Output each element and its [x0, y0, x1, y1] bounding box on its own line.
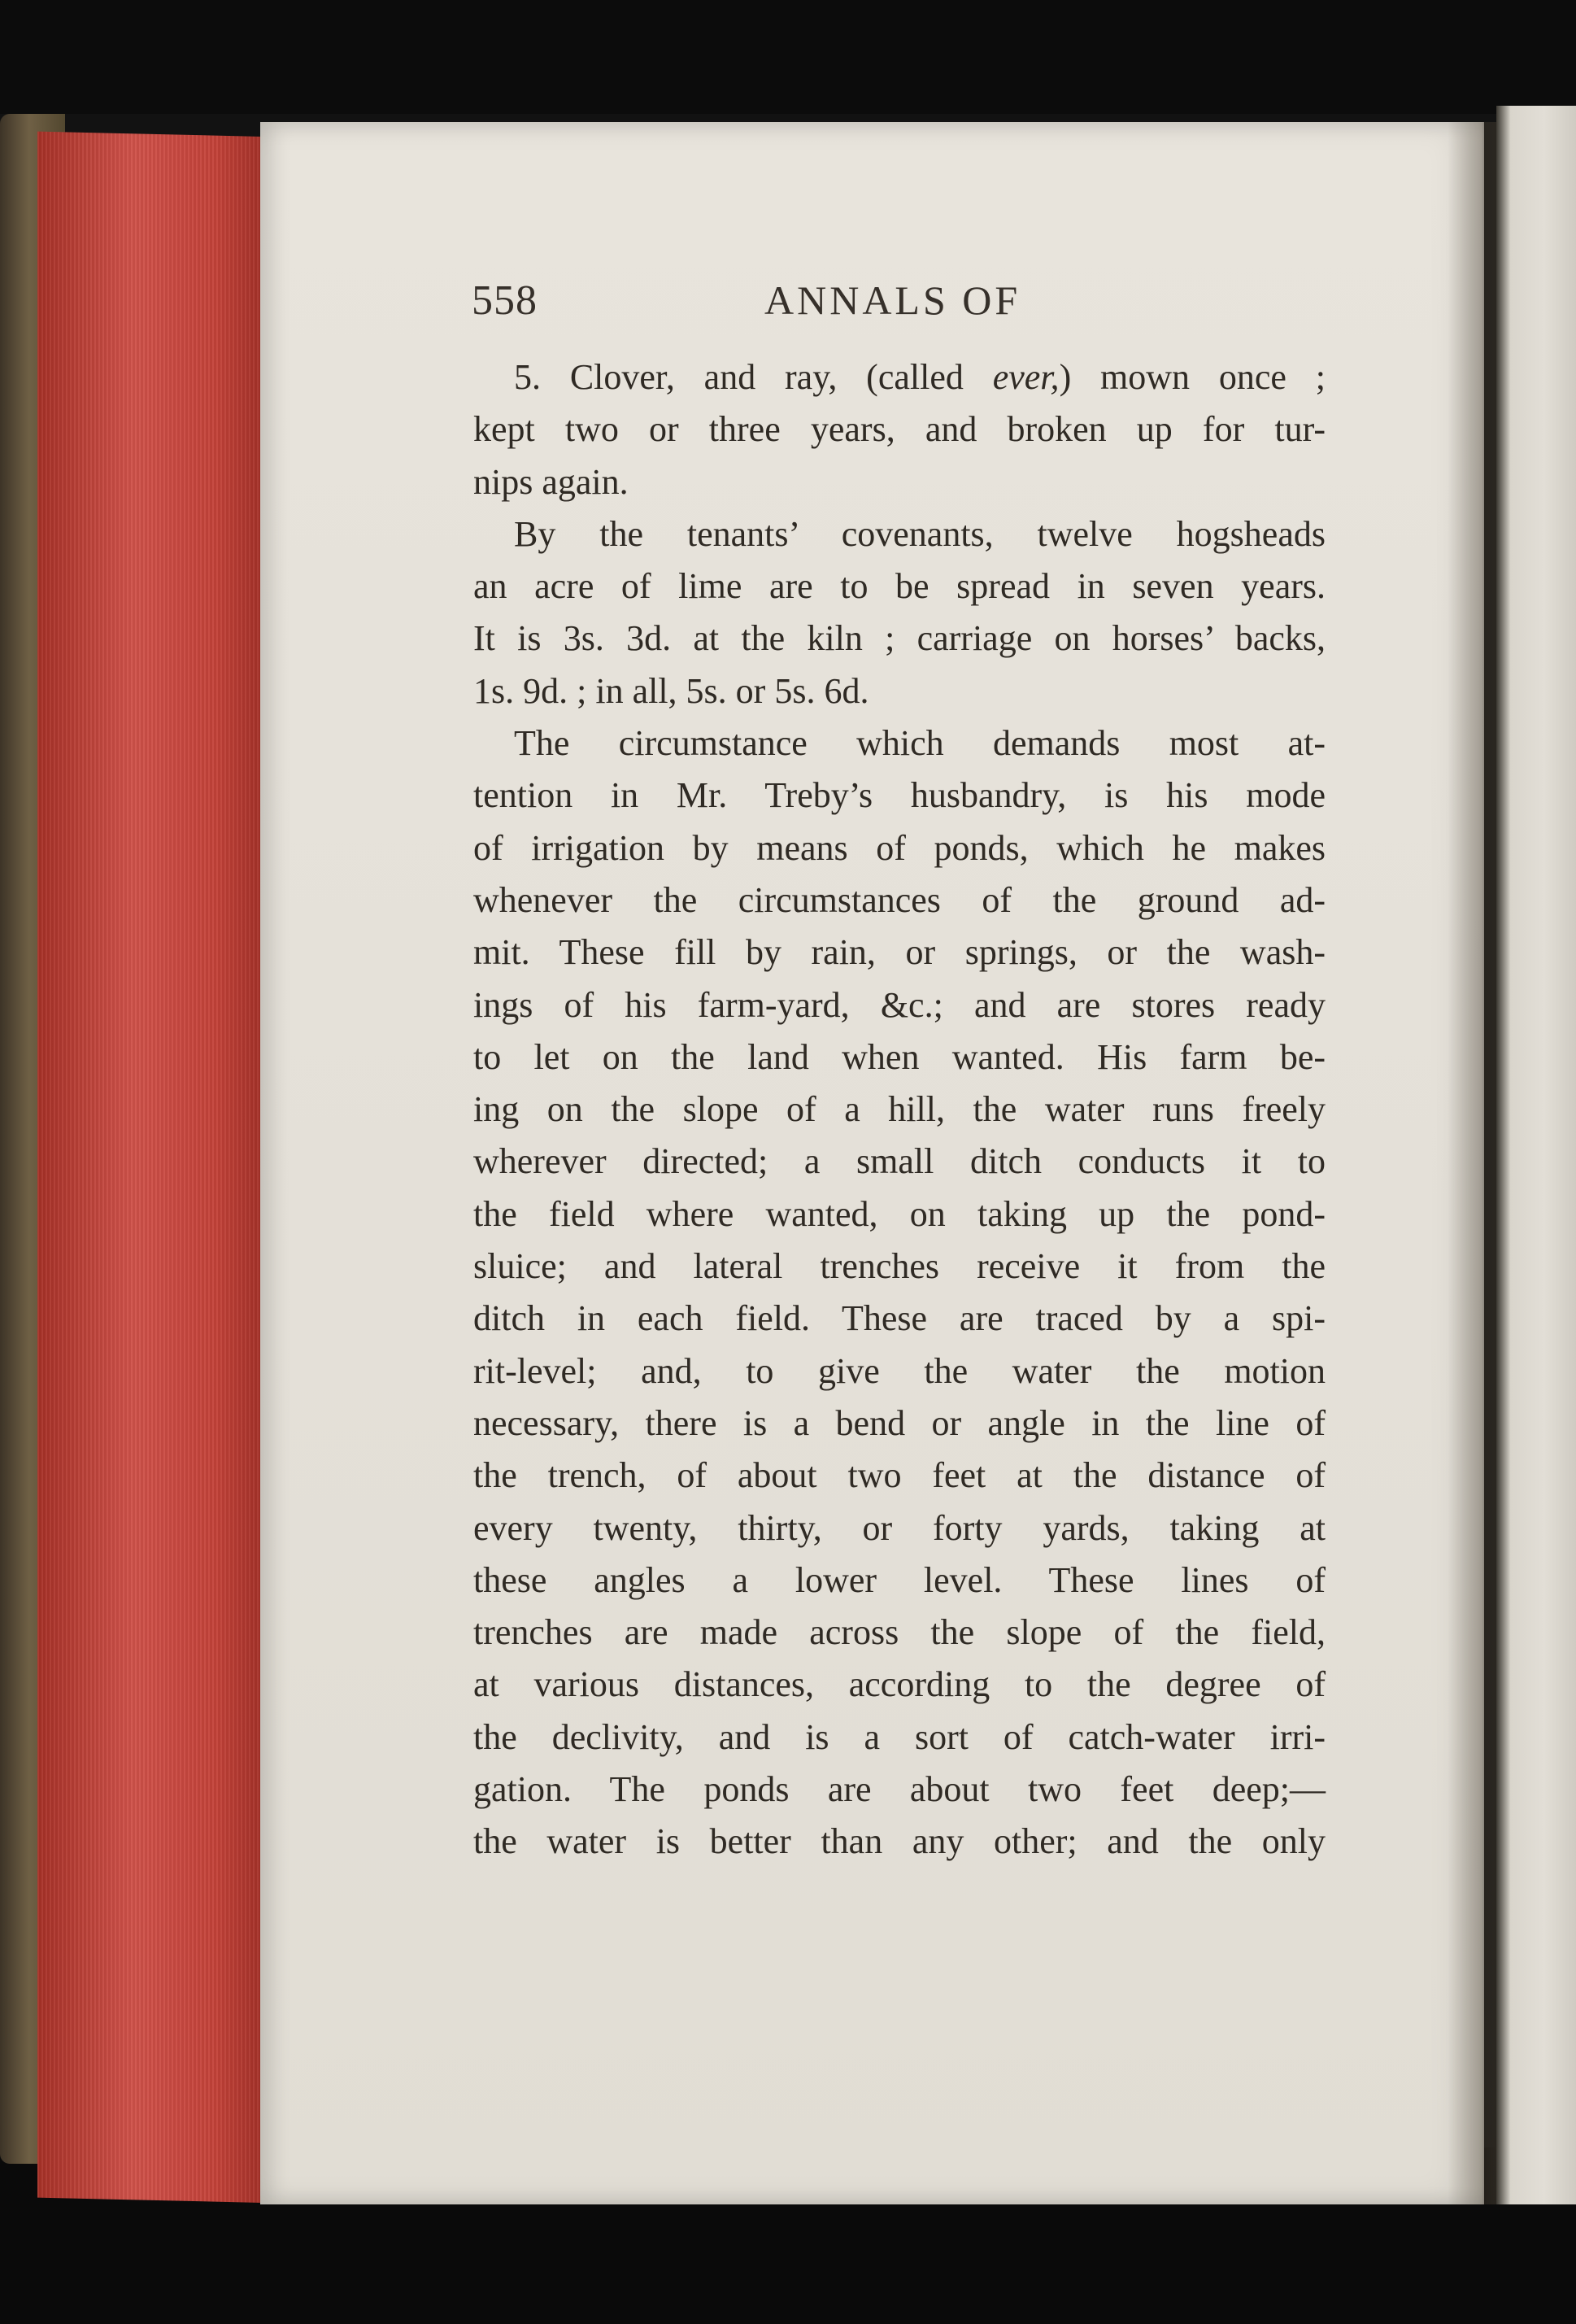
- text-line: By the tenants’ covenants, twelve hogsheads: [514, 513, 1326, 554]
- text-line: the trench, of about two feet at the distance of: [473, 1455, 1326, 1496]
- text-line: sluice; and lateral trenches receive it from the: [473, 1246, 1326, 1287]
- text-line: these angles a lower level. These lines of: [473, 1559, 1326, 1600]
- text-line: gation. The ponds are about two feet deep;—: [473, 1769, 1326, 1810]
- text-line: It is 3s. 3d. at the kiln ; carriage on horses’ backs,: [473, 618, 1326, 659]
- text-line: 1s. 9d. ; in all, 5s. or 5s. 6d.: [473, 670, 869, 711]
- text-line: ings of his farm-yard, &c.; and are stores ready: [473, 984, 1326, 1025]
- page-header: [472, 277, 1326, 334]
- text-line: of irrigation by means of ponds, which he makes: [473, 827, 1326, 868]
- text-line: an acre of lime are to be spread in seven years.: [473, 566, 1326, 607]
- text-line: whenever the circumstances of the ground ad-: [473, 879, 1326, 920]
- text-line: at various distances, according to the degree of: [473, 1664, 1326, 1705]
- text-line: rit-level; and, to give the water the motion: [473, 1350, 1326, 1391]
- text-line: The circumstance which demands most at-: [514, 723, 1326, 764]
- page-number: 558: [472, 277, 538, 324]
- text-line: necessary, there is a bend or angle in the line of: [473, 1402, 1326, 1443]
- body-text: [473, 351, 1326, 1868]
- text-line: mit. These fill by rain, or springs, or the wash-: [473, 932, 1326, 973]
- text-line: trenches are made across the slope of the field,: [473, 1612, 1326, 1653]
- running-title: ANNALS OF: [764, 277, 1021, 323]
- text-line: tention in Mr. Treby’s husbandry, is his mode: [473, 775, 1326, 816]
- text-line: 5. Clover, and ray, (called ever,) mown once ;: [514, 357, 1326, 397]
- text-line: to let on the land when wanted. His farm be-: [473, 1036, 1326, 1077]
- dark-background-top: [0, 0, 1576, 114]
- text-line: the declivity, and is a sort of catch-water irri-: [473, 1716, 1326, 1757]
- facing-page-sliver: [1496, 106, 1576, 2204]
- page-gutter: [1448, 122, 1496, 2204]
- text-line: ditch in each field. These are traced by a spi-: [473, 1298, 1326, 1339]
- text-line: kept two or three years, and broken up for tur-: [473, 409, 1326, 450]
- italic-word: ever,: [992, 357, 1060, 397]
- red-page-edges: [37, 132, 275, 2204]
- text-line: nips again.: [473, 461, 629, 502]
- text-line: every twenty, thirty, or forty yards, taking at: [473, 1507, 1326, 1548]
- text-line: ing on the slope of a hill, the water runs freely: [473, 1089, 1326, 1130]
- text-line: the field where wanted, on taking up the pond-: [473, 1193, 1326, 1234]
- text-line: the water is better than any other; and the only: [473, 1821, 1326, 1862]
- text-line: wherever directed; a small ditch conducts it to: [473, 1141, 1326, 1182]
